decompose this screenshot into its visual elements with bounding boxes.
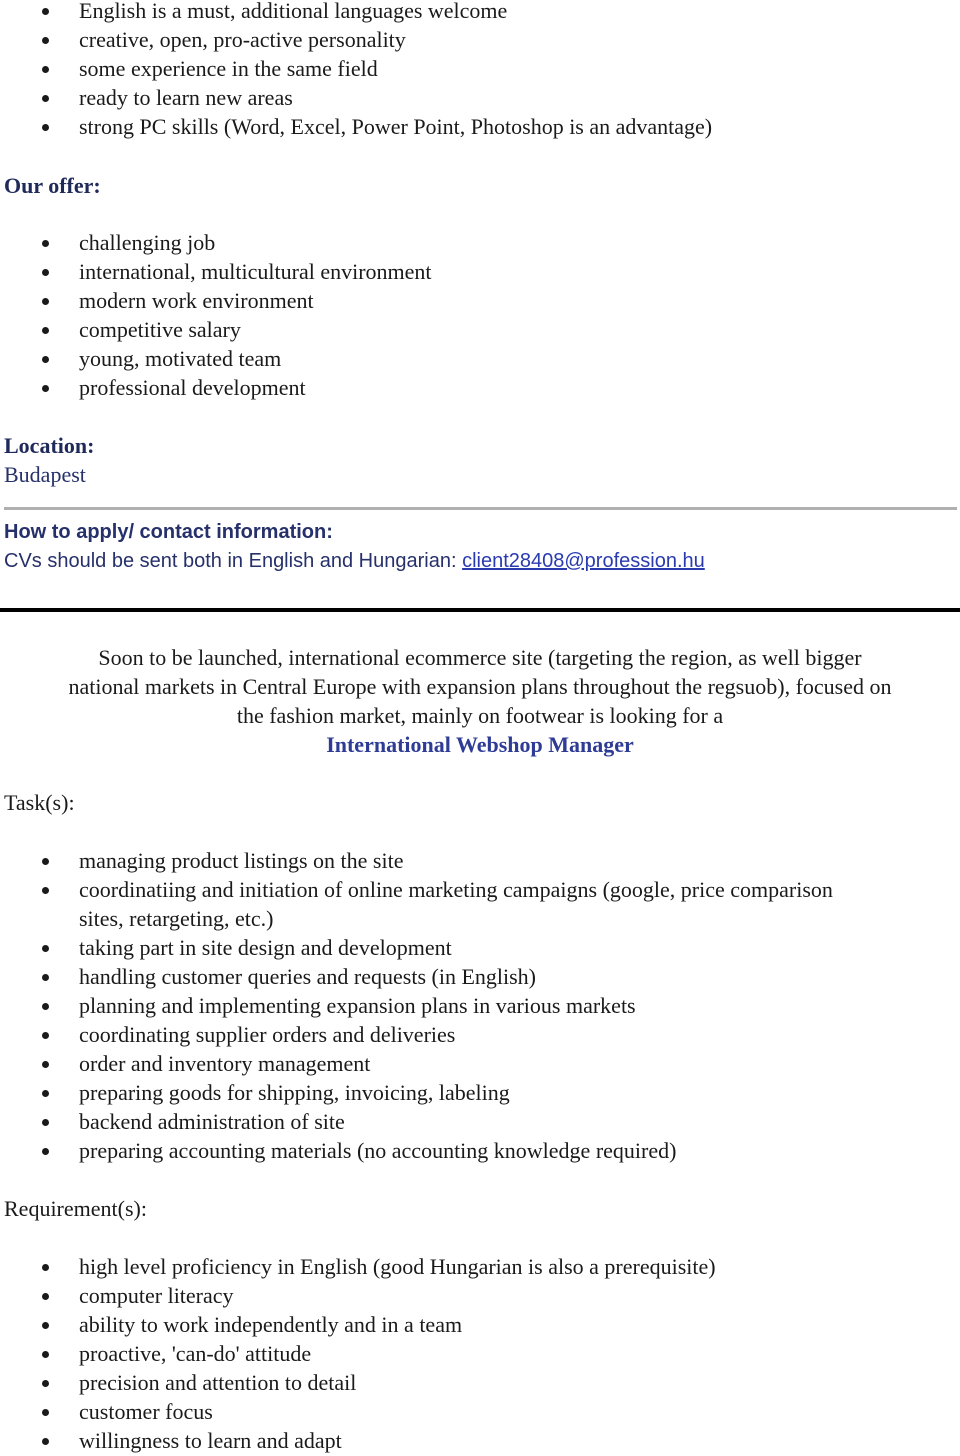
list-item: coordinating supplier orders and deliveries <box>0 1020 960 1049</box>
list-item: competitive salary <box>0 315 960 344</box>
list-item: backend administration of site <box>0 1107 960 1136</box>
list-item: ready to learn new areas <box>0 83 960 112</box>
apply-text <box>4 547 705 576</box>
intro-line: Soon to be launched, international ecommerce site (targeting the region, as well bigger <box>98 645 862 670</box>
list-item: some experience in the same field <box>0 54 960 83</box>
list-item <box>0 875 960 933</box>
email-link[interactable]: client28408@profession.hu <box>462 550 705 572</box>
list-item: high level proficiency in English (good Hungarian is also a prerequisite) <box>0 1252 960 1281</box>
list-item: computer literacy <box>0 1281 960 1310</box>
section-divider <box>4 507 957 510</box>
offer-heading: Our offer: <box>4 173 101 198</box>
list-item: taking part in site design and development <box>0 933 960 962</box>
list-item-text: coordinatiing and initiation of online marketing campaigns (google, price comparison <box>79 877 833 902</box>
intro-paragraph <box>0 643 960 759</box>
list-item: willingness to learn and adapt <box>0 1426 960 1455</box>
list-item: handling customer queries and requests (in English) <box>0 962 960 991</box>
posting-divider <box>0 608 960 612</box>
apply-heading: How to apply/ contact information: <box>4 521 333 543</box>
list-item: creative, open, pro-active personality <box>0 25 960 54</box>
apply-instruction: CVs should be sent both in English and Hungarian: <box>4 550 463 572</box>
list-item: young, motivated team <box>0 344 960 373</box>
list-item: managing product listings on the site <box>0 846 960 875</box>
list-item: planning and implementing expansion plans in various markets <box>0 991 960 1020</box>
list-item: English is a must, additional languages welcome <box>0 0 960 25</box>
list-item: customer focus <box>0 1397 960 1426</box>
list-item: strong PC skills (Word, Excel, Power Point, Photoshop is an advantage) <box>0 112 960 141</box>
list-item: international, multicultural environment <box>0 257 960 286</box>
intro-line: national markets in Central Europe with expansion plans throughout the regsuob), focused on <box>68 674 892 699</box>
job-title: International Webshop Manager <box>326 732 634 757</box>
requirements-heading: Requirement(s): <box>4 1196 147 1221</box>
offer-list <box>0 228 960 402</box>
list-item: preparing accounting materials (no accounting knowledge required) <box>0 1136 960 1165</box>
list-item-text: sites, retargeting, etc.) <box>79 906 274 931</box>
tasks-heading: Task(s): <box>4 790 75 815</box>
list-item: proactive, 'can-do' attitude <box>0 1339 960 1368</box>
prior-requirements-list <box>0 0 960 141</box>
tasks-list <box>0 846 960 1165</box>
location-value: Budapest <box>4 462 86 487</box>
list-item: order and inventory management <box>0 1049 960 1078</box>
list-item: challenging job <box>0 228 960 257</box>
location-heading: Location: <box>4 433 95 458</box>
list-item: precision and attention to detail <box>0 1368 960 1397</box>
requirements-list <box>0 1252 960 1455</box>
intro-line: the fashion market, mainly on footwear is looking for a <box>236 703 724 728</box>
list-item: ability to work independently and in a team <box>0 1310 960 1339</box>
list-item: modern work environment <box>0 286 960 315</box>
list-item: professional development <box>0 373 960 402</box>
list-item: preparing goods for shipping, invoicing, labeling <box>0 1078 960 1107</box>
